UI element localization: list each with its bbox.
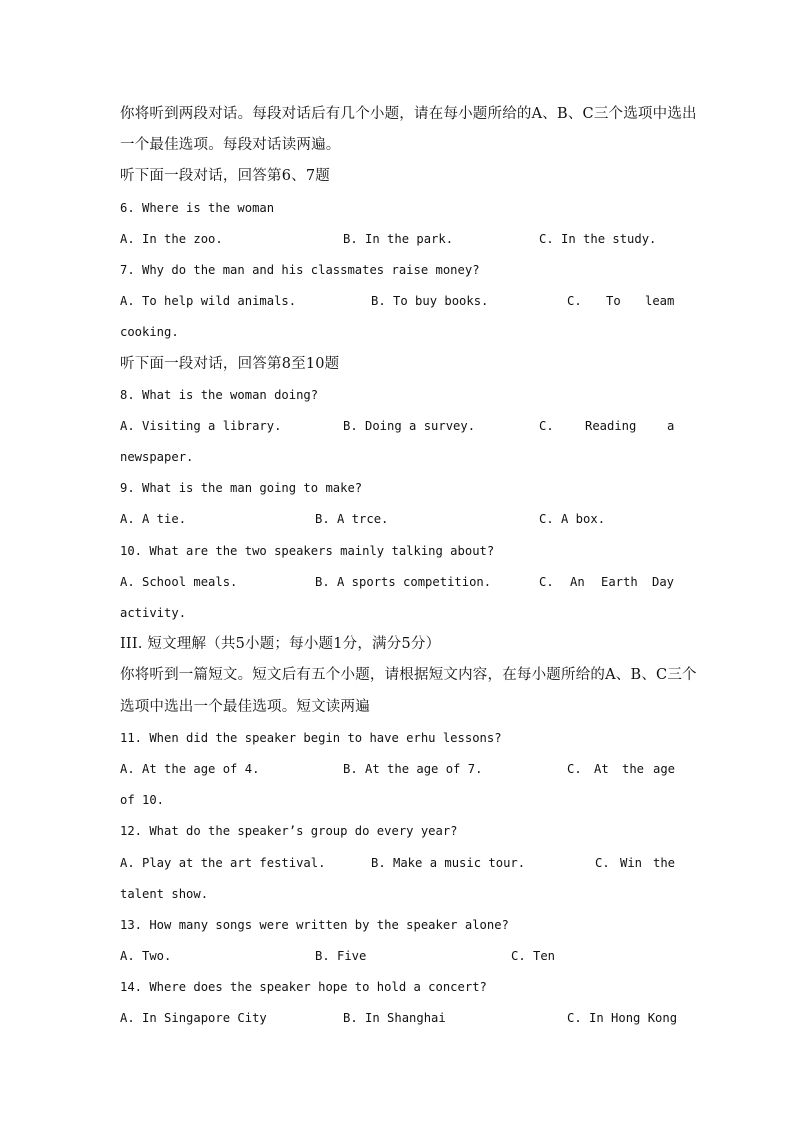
q11-option-c-word2: the bbox=[622, 761, 645, 776]
q13-stem: 13. How many songs were written by the speaker alone? bbox=[120, 917, 509, 932]
q11-option-b: B. At the age of 7. bbox=[343, 761, 483, 776]
q12-option-c-continued: talent show. bbox=[120, 886, 209, 901]
q8-option-c-continued: newspaper. bbox=[120, 450, 194, 465]
q11-option-c-word3: age bbox=[653, 761, 676, 776]
q14-option-a: A. In Singapore City bbox=[120, 1011, 267, 1026]
q7-stem: 7. Why do the man and his classmates raise money? bbox=[120, 262, 480, 277]
q12-stem: 12. What do the speaker’s group do every year? bbox=[120, 824, 458, 839]
q10-stem: 10. What are the two speakers mainly talking about? bbox=[120, 543, 495, 558]
q8-option-c-word2: a bbox=[667, 418, 675, 433]
q12-option-c-word1: Win bbox=[620, 855, 643, 870]
q8-option-a: A. Visiting a library. bbox=[120, 418, 282, 433]
q11-option-c-continued: of 10. bbox=[120, 793, 165, 808]
q9-option-c: C. A box. bbox=[539, 512, 606, 527]
q14-options bbox=[120, 1003, 678, 1034]
q10-option-c-continued: activity. bbox=[120, 606, 187, 620]
section3-intro-line2: 选项中选出一个最佳选项。短文读两遍 bbox=[120, 698, 370, 715]
q7-option-c-continued: cooking. bbox=[120, 325, 179, 340]
q10-option-a: A. School meals. bbox=[120, 574, 238, 589]
q8-option-b: B. Doing a survey. bbox=[343, 418, 476, 433]
q7-option-a: A. To help wild animals. bbox=[120, 294, 297, 309]
dialog2-heading: 听下面一段对话，回答第8至10题 bbox=[120, 355, 340, 372]
q7-options bbox=[120, 286, 675, 317]
q7-option-b: B. To buy books. bbox=[371, 294, 489, 309]
q10-option-c-word1: An bbox=[570, 574, 585, 589]
q10-options bbox=[120, 567, 675, 598]
q14-option-b: B. In Shanghai bbox=[343, 1011, 446, 1026]
q10-option-c-letter: C. bbox=[539, 574, 554, 589]
section3-heading: III. 短文理解（共5小题；每小题1分，满分5分） bbox=[120, 636, 441, 653]
q10-option-b: B. A sports competition. bbox=[315, 574, 492, 589]
q7-option-c-letter: C. bbox=[567, 294, 582, 309]
q7-option-c-word2: leam bbox=[645, 294, 675, 309]
q8-option-c-letter: C. bbox=[539, 418, 554, 433]
dialog1-heading: 听下面一段对话，回答第6、7题 bbox=[120, 168, 330, 185]
exam-page bbox=[120, 99, 697, 1035]
section3-intro-line1: 你将听到一篇短文。短文后有五个小题，请根据短文内容，在每小题所给的A、B、C三个 bbox=[120, 667, 697, 684]
q7-option-c-word1: To bbox=[606, 294, 621, 309]
q9-option-b: B. A trce. bbox=[315, 512, 389, 527]
q6-stem: 6. Where is the woman bbox=[120, 200, 275, 215]
q11-stem: 11. When did the speaker begin to have erhu lessons? bbox=[120, 730, 502, 745]
q6-option-b: B. In the park. bbox=[343, 231, 454, 246]
q8-option-c-word1: Reading bbox=[585, 418, 637, 433]
q11-options bbox=[120, 754, 675, 785]
q12-option-b: B. Make a music tour. bbox=[371, 855, 526, 870]
q13-option-b: B. Five bbox=[315, 949, 367, 964]
section2-intro-line2: 一个最佳选项。每段对话读两遍。 bbox=[120, 137, 341, 154]
q13-options bbox=[120, 941, 675, 972]
q12-option-a: A. Play at the art festival. bbox=[120, 855, 326, 870]
q6-option-a: A. In the zoo. bbox=[120, 231, 223, 246]
q14-stem: 14. Where does the speaker hope to hold a concert? bbox=[120, 980, 487, 995]
q9-stem: 9. What is the man going to make? bbox=[120, 481, 363, 496]
q13-option-c: C. Ten bbox=[511, 949, 556, 964]
q9-options bbox=[120, 504, 675, 535]
q13-option-a: A. Two. bbox=[120, 949, 172, 964]
q11-option-c-letter: C. bbox=[567, 761, 582, 776]
q12-option-c-word2: the bbox=[653, 855, 676, 870]
q11-option-c-word1: At bbox=[594, 761, 609, 776]
q8-options bbox=[120, 411, 675, 442]
q6-option-c: C. In the study. bbox=[539, 231, 657, 246]
q8-stem: 8. What is the woman doing? bbox=[120, 387, 319, 402]
section2-intro-line1: 你将听到两段对话。每段对话后有几个小题，请在每小题所给的A、B、C三个选项中选出 bbox=[120, 106, 697, 122]
q10-option-c-word2: Earth bbox=[601, 574, 638, 589]
q14-option-c: C. In Hong Kong bbox=[567, 1011, 678, 1026]
q9-option-a: A. A tie. bbox=[120, 512, 187, 527]
q10-option-c-word3: Day bbox=[652, 574, 675, 589]
q12-option-c-letter: C. bbox=[595, 855, 610, 870]
q12-options bbox=[120, 848, 675, 879]
q6-options bbox=[120, 224, 675, 255]
q11-option-a: A. At the age of 4. bbox=[120, 761, 260, 776]
